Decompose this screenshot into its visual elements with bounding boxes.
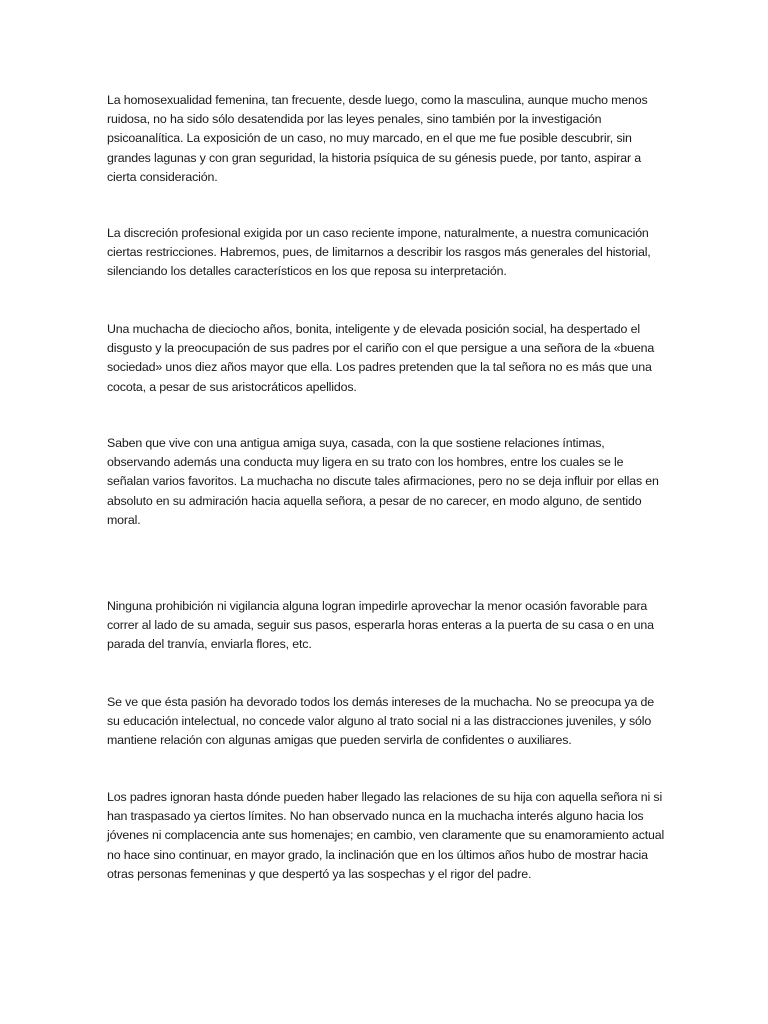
paragraph-2: La discreción profesional exigida por un caso reciente impone, naturalmente, a nuestra comunicación ciertas restricciones. Habremos, pues, de limitarnos a describir los rasgos más generales del historial, silenciando los detalles característicos en los que reposa su interpretación. — [107, 226, 651, 279]
paragraph-1: La homosexualidad femenina, tan frecuente, desde luego, como la masculina, aunque mucho menos ruidosa, no ha sido sólo desatendida por las leyes penales, sino también por la investigación psicoanalítica. La exposición de un caso, no muy marcado, en el que me fue posible descubrir, sin grandes lagunas y con gran seguridad, la historia psíquica de su génesis puede, por tanto, aspirar a cierta consideración. — [107, 93, 648, 184]
paragraph-3: Una muchacha de dieciocho años, bonita, inteligente y de elevada posición social, ha despertado el disgusto y la preocupación de sus padres por el cariño con el que persigue a una señora de la «buena sociedad» unos diez años mayor que ella. Los padres pretenden que la tal señora no es más que una cocota, a pesar de sus aristocráticos apellidos. — [107, 322, 655, 394]
paragraph-7: Los padres ignoran hasta dónde pueden haber llegado las relaciones de su hija con aquella señora ni si han traspasado ya ciertos límites. No han observado nunca en la muchacha interés alguno hacia los jóvenes ni complacencia ante sus homenajes; en cambio, ven claramente que su enamoramiento actual no hace sino continuar, en mayor grado, la inclinación que en los últimos años hubo de mostrar hacia otras personas femeninas y que despertó ya las sospechas y el rigor del padre. — [107, 790, 665, 881]
paragraph-5: Ninguna prohibición ni vigilancia alguna logran impedirle aprovechar la menor ocasión favorable para correr al lado de su amada, seguir sus pasos, esperarla horas enteras a la puerta de su casa o en una parada del tranvía, enviarla flores, etc. — [107, 599, 654, 652]
paragraph-4: Saben que vive con una antigua amiga suya, casada, con la que sostiene relaciones íntimas, observando además una conducta muy ligera en su trato con los hombres, entre los cuales se le señalan varios favoritos. La muchacha no discute tales afirmaciones, pero no se deja influir por ellas en absoluto en su admiración hacia aquella señora, a pesar de no carecer, en modo alguno, de sentido moral. — [107, 436, 659, 527]
paragraph-6: Se ve que ésta pasión ha devorado todos los demás intereses de la muchacha. No se preocupa ya de su educación intelectual, no concede valor alguno al trato social ni a las distracciones juveniles, y sólo mantiene relación con algunas amigas que pueden servirla de confidentes o auxiliares. — [107, 695, 654, 748]
